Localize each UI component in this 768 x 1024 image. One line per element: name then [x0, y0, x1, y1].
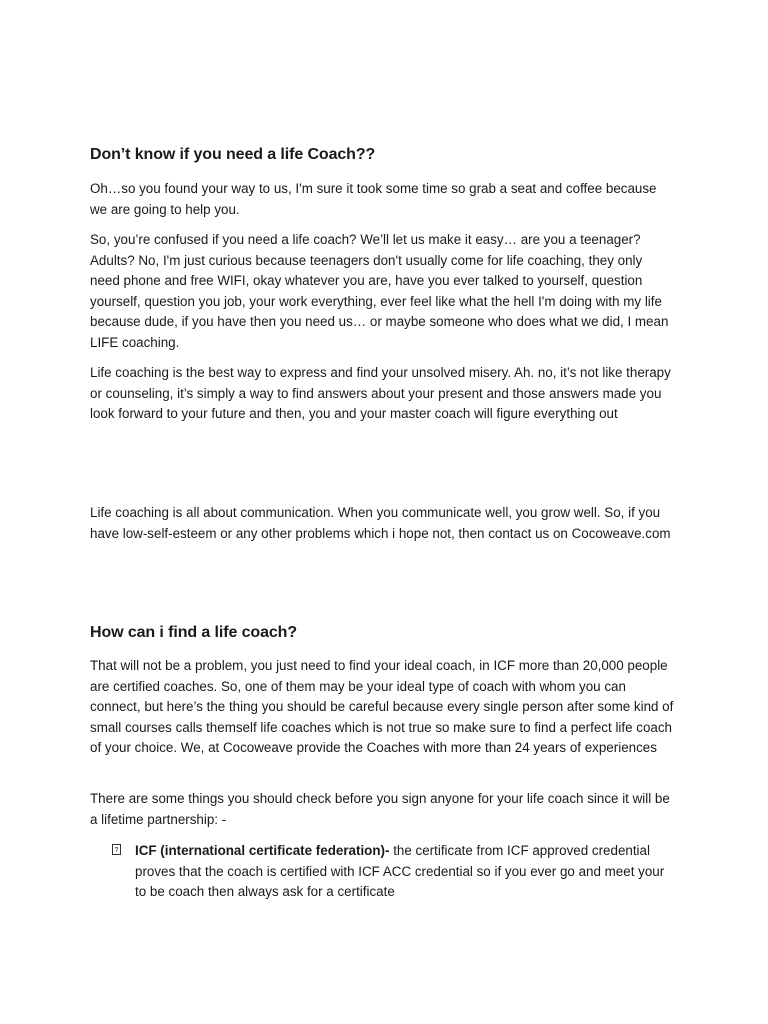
paragraph-things-to-check: There are some things you should check before you sign anyone for your life coach since it will be a lifetime partnership: -: [90, 791, 670, 827]
paragraph-life-coaching-definition: Life coaching is the best way to express and find your unsolved misery. Ah. no, it’s not like therapy or counseling, it’s simply a way to find answers about your present and those answers made you look forward to your future and then, you and your master coach will figure everything out: [90, 365, 671, 421]
bullet-text: [135, 841, 675, 903]
bullet-bold-term: ICF (international certificate federation)-: [135, 843, 390, 858]
paragraph-ideal-coach: That will not be a problem, you just need to find your ideal coach, in ICF more than 20,000 people are certified coaches. So, one of them may be your ideal type of coach with whom you can connect, but here’s the thing you should be careful because every single person after some kind of small courses calls themself life coaches which is not true so make sure to find a perfect life coach of your choice. We, at Cocoweave provide the Coaches with more than 24 years of experiences: [90, 658, 674, 755]
missing-glyph-icon: ?: [112, 844, 121, 855]
paragraph-intro: Oh…so you found your way to us, I'm sure it took some time so grab a seat and coffee because we are going to help you.: [90, 181, 657, 217]
bullet-description: the certificate from ICF approved credential proves that the coach is certified with ICF ACC credential so if you ever go and meet your to be coach then always ask for a certificate: [135, 843, 665, 899]
heading-find-life-coach: How can i find a life coach?: [90, 624, 298, 641]
paragraph-confused: So, you’re confused if you need a life coach? We’ll let us make it easy… are you a teenager? Adults? No, I'm just curious because teenagers don't usually come for life coaching, they only need phone and free WIFI, okay whatever you are, have you ever talked to yourself, question yourself, question you job, your work everything, ever feel like what the hell I'm doing with my life because dude, if you have then you need us… or maybe someone who does what we did, I mean LIFE coaching.: [90, 232, 669, 350]
paragraph-communication: Life coaching is all about communication. When you communicate well, you grow well. So, if you have low-self-esteem or any other problems which i hope not, then contact us on Cocoweave.com: [90, 505, 671, 541]
heading-need-life-coach: Don’t know if you need a life Coach??: [90, 146, 376, 163]
